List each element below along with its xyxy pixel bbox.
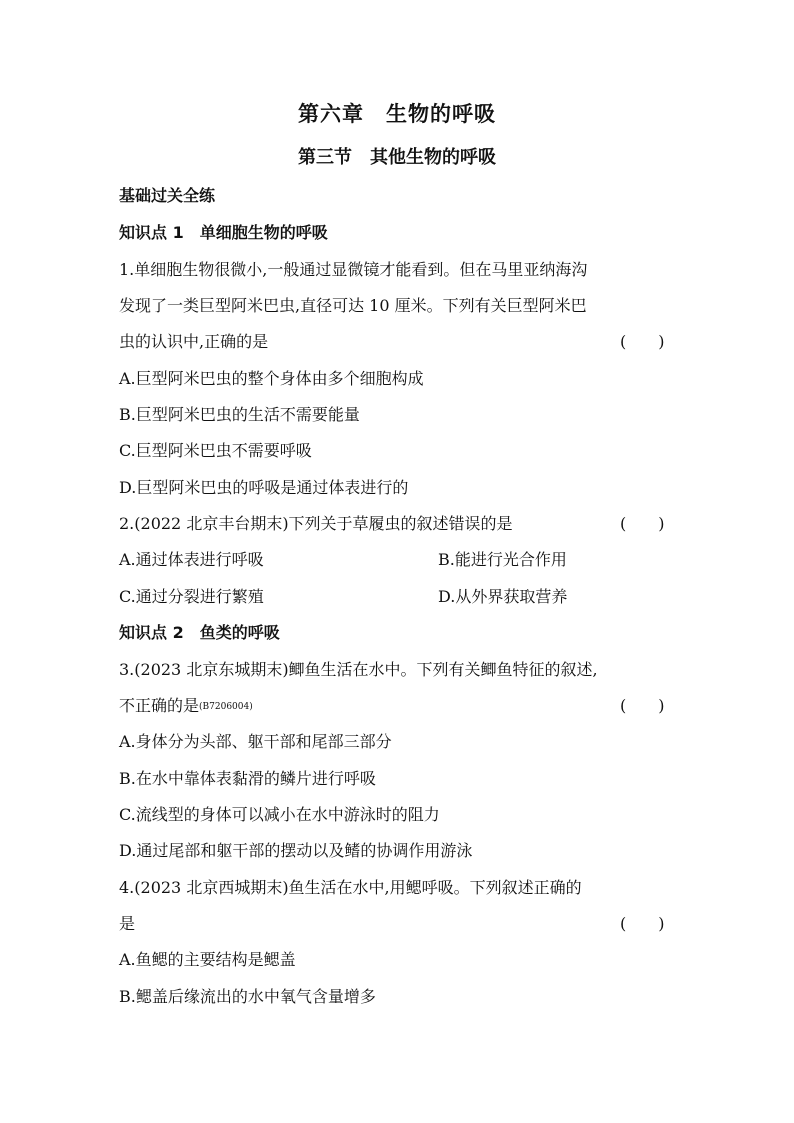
q3-item-code: (B7206004) xyxy=(199,702,253,712)
q1-stem-line-1: 1.单细胞生物很微小,一般通过显微镜才能看到。但在马里亚纳海沟 xyxy=(119,260,588,279)
q1-option-c: C.巨型阿米巴虫不需要呼吸 xyxy=(119,441,312,460)
chapter-title: 第六章 生物的呼吸 xyxy=(298,102,496,126)
q2-option-d: D.从外界获取营养 xyxy=(438,587,568,606)
q4-stem-line-2: 是 xyxy=(119,914,136,933)
q4-answer-blank: ( ) xyxy=(620,914,665,933)
section-title: 第三节 其他生物的呼吸 xyxy=(298,147,496,168)
q1-answer-blank: ( ) xyxy=(620,332,665,351)
q4-stem-line-1: 4.(2023 北京西城期末)鱼生活在水中,用鳃呼吸。下列叙述正确的 xyxy=(119,878,582,897)
q1-stem-line-3: 虫的认识中,正确的是 xyxy=(119,332,269,351)
q3-stem-text: 不正确的是 xyxy=(119,696,200,715)
knowledge-point-1: 知识点 1 单细胞生物的呼吸 xyxy=(119,223,328,242)
q1-option-b: B.巨型阿米巴虫的生活不需要能量 xyxy=(119,405,360,424)
practice-heading: 基础过关全练 xyxy=(119,186,216,205)
knowledge-point-2: 知识点 2 鱼类的呼吸 xyxy=(119,623,280,642)
q1-option-d: D.巨型阿米巴虫的呼吸是通过体表进行的 xyxy=(119,478,409,497)
q2-option-a: A.通过体表进行呼吸 xyxy=(119,550,264,569)
q3-answer-blank: ( ) xyxy=(620,696,665,715)
q2-option-c: C.通过分裂进行繁殖 xyxy=(119,587,264,606)
q4-option-b: B.鳃盖后缘流出的水中氧气含量增多 xyxy=(119,987,376,1006)
q2-answer-blank: ( ) xyxy=(620,514,665,533)
q3-option-d: D.通过尾部和躯干部的摆动以及鳍的协调作用游泳 xyxy=(119,841,473,860)
q4-option-a: A.鱼鳃的主要结构是鳃盖 xyxy=(119,950,296,969)
q2-stem: 2.(2022 北京丰台期末)下列关于草履虫的叙述错误的是 xyxy=(119,514,513,533)
q1-stem-line-2: 发现了一类巨型阿米巴虫,直径可达 10 厘米。下列有关巨型阿米巴 xyxy=(119,296,587,315)
q3-option-c: C.流线型的身体可以减小在水中游泳时的阻力 xyxy=(119,805,440,824)
q3-stem-line-2 xyxy=(119,695,253,718)
q3-option-a: A.身体分为头部、躯干部和尾部三部分 xyxy=(119,732,392,751)
q3-stem-line-1: 3.(2023 北京东城期末)鲫鱼生活在水中。下列有关鲫鱼特征的叙述, xyxy=(119,660,598,679)
q2-option-b: B.能进行光合作用 xyxy=(438,550,567,569)
q3-option-b: B.在水中靠体表黏滑的鳞片进行呼吸 xyxy=(119,769,376,788)
q1-option-a: A.巨型阿米巴虫的整个身体由多个细胞构成 xyxy=(119,369,424,388)
